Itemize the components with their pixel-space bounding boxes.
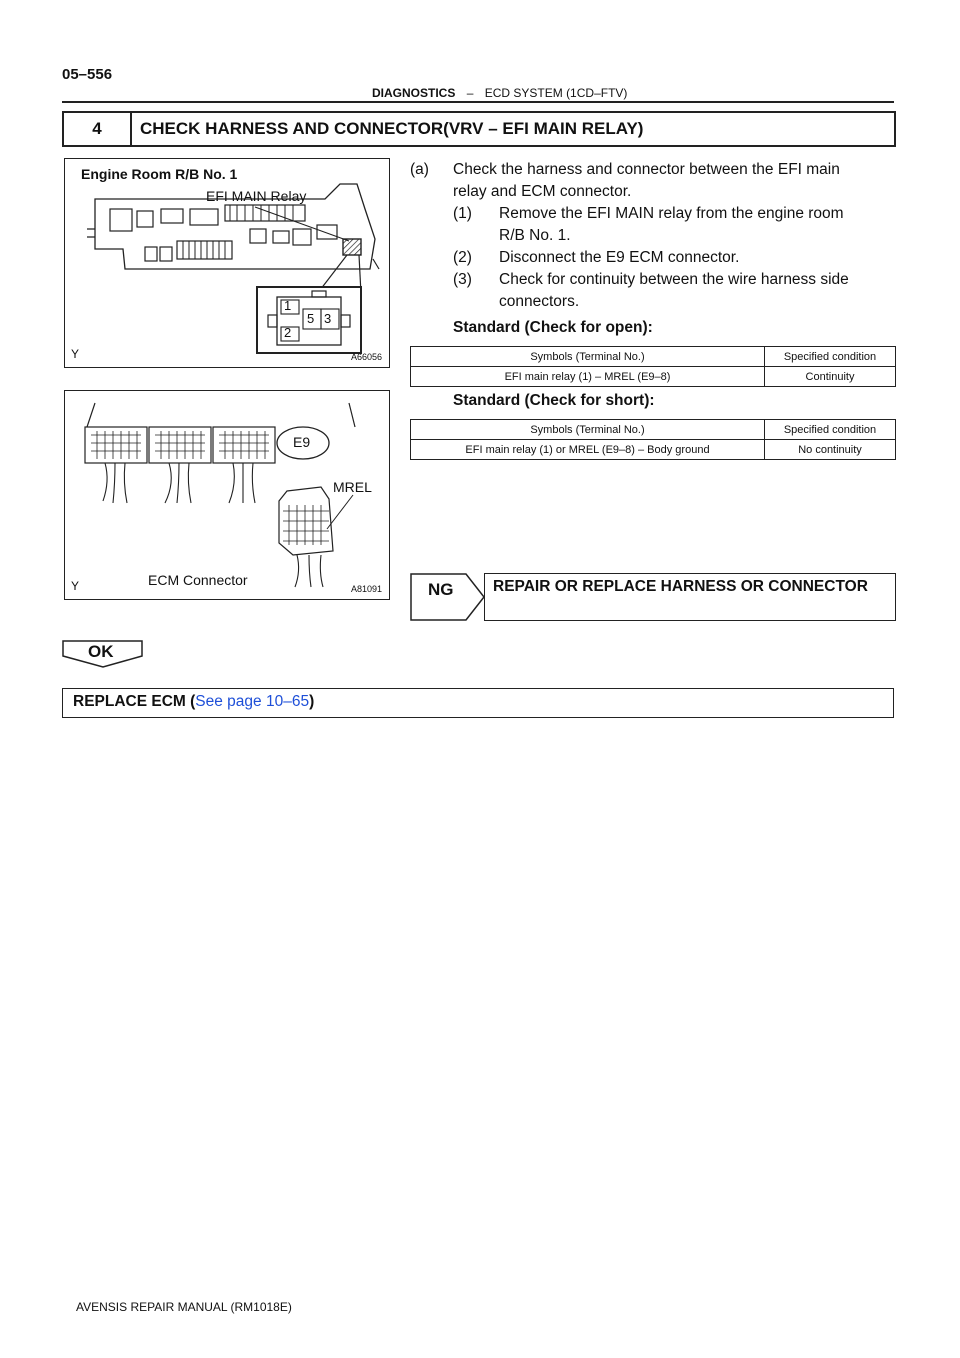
table-row bbox=[411, 367, 896, 387]
final-action-text bbox=[73, 693, 314, 711]
spec-table-short bbox=[410, 419, 896, 460]
table-cell: No continuity bbox=[765, 440, 896, 460]
table-cell: Continuity bbox=[765, 367, 896, 387]
table-header-cell: Specified condition bbox=[765, 347, 896, 367]
substep-1-line2: R/B No. 1. bbox=[499, 227, 571, 244]
pin-2: 2 bbox=[284, 325, 292, 340]
substep-2-line1: Disconnect the E9 ECM connector. bbox=[499, 249, 740, 266]
ng-action-text: REPAIR OR REPLACE HARNESS OR CONNECTOR bbox=[493, 578, 868, 595]
substep-1-line1: Remove the EFI MAIN relay from the engine room bbox=[499, 205, 844, 222]
ng-action-box bbox=[484, 573, 896, 621]
ecm-connector-illustration bbox=[65, 391, 389, 599]
substep-3-line1: Check for continuity between the wire harness side bbox=[499, 271, 849, 288]
table-header-row bbox=[411, 347, 896, 367]
figure-code: A66056 bbox=[351, 352, 383, 362]
step-a-line1: Check the harness and connector between the EFI main bbox=[453, 161, 840, 178]
step-number: 4 bbox=[64, 113, 132, 145]
final-prefix: REPLACE ECM ( bbox=[73, 693, 196, 710]
pin-1: 1 bbox=[284, 298, 292, 313]
step-a-marker: (a) bbox=[410, 161, 429, 178]
header-rule bbox=[62, 101, 894, 103]
header-subsection: ECD SYSTEM (1CD–FTV) bbox=[484, 86, 628, 100]
step-header bbox=[62, 111, 896, 147]
instructions bbox=[410, 159, 896, 313]
final-action-box bbox=[62, 688, 894, 718]
page-number: 05–556 bbox=[62, 66, 113, 83]
substep-3-line2: connectors. bbox=[499, 293, 580, 310]
ng-label: NG bbox=[428, 580, 454, 599]
table-row bbox=[411, 440, 896, 460]
figure-relay-block bbox=[64, 158, 390, 368]
spec-table-open bbox=[410, 346, 896, 387]
step-title: CHECK HARNESS AND CONNECTOR(VRV – EFI MAIN RELAY) bbox=[140, 119, 644, 138]
table-header-cell: Specified condition bbox=[765, 420, 896, 440]
label-efi-main-relay: EFI MAIN Relay bbox=[206, 188, 307, 204]
figure-ecm-connector bbox=[64, 390, 390, 600]
pin-5: 5 bbox=[307, 311, 315, 326]
table-header-row bbox=[411, 420, 896, 440]
final-suffix: ) bbox=[309, 693, 315, 710]
label-engine-room-rb: Engine Room R/B No. 1 bbox=[81, 166, 238, 182]
table-header-cell: Symbols (Terminal No.) bbox=[411, 420, 765, 440]
figure-mark: Y bbox=[71, 347, 80, 361]
running-header bbox=[372, 86, 627, 100]
substep-3-marker: (3) bbox=[453, 271, 472, 288]
label-ecm-connector: ECM Connector bbox=[148, 572, 248, 588]
label-e9: E9 bbox=[293, 434, 311, 450]
table-cell: EFI main relay (1) or MREL (E9–8) – Body ground bbox=[411, 440, 765, 460]
substep-2-marker: (2) bbox=[453, 249, 472, 266]
label-mrel: MREL bbox=[333, 479, 372, 495]
figure-mark: Y bbox=[71, 579, 80, 593]
ok-label: OK bbox=[88, 642, 114, 661]
figure-code: A81091 bbox=[351, 584, 383, 594]
table-header-cell: Symbols (Terminal No.) bbox=[411, 347, 765, 367]
standard-short-title: Standard (Check for short): bbox=[453, 392, 655, 409]
standard-open-title: Standard (Check for open): bbox=[453, 319, 653, 336]
header-separator: – bbox=[466, 86, 474, 100]
footer: AVENSIS REPAIR MANUAL (RM1018E) bbox=[76, 1300, 292, 1314]
substep-1-marker: (1) bbox=[453, 205, 472, 222]
see-page-link[interactable]: See page 10–65 bbox=[195, 693, 310, 710]
step-a-line2: relay and ECM connector. bbox=[453, 183, 632, 200]
table-cell: EFI main relay (1) – MREL (E9–8) bbox=[411, 367, 765, 387]
header-section: DIAGNOSTICS bbox=[372, 86, 456, 100]
pin-3: 3 bbox=[324, 311, 332, 326]
